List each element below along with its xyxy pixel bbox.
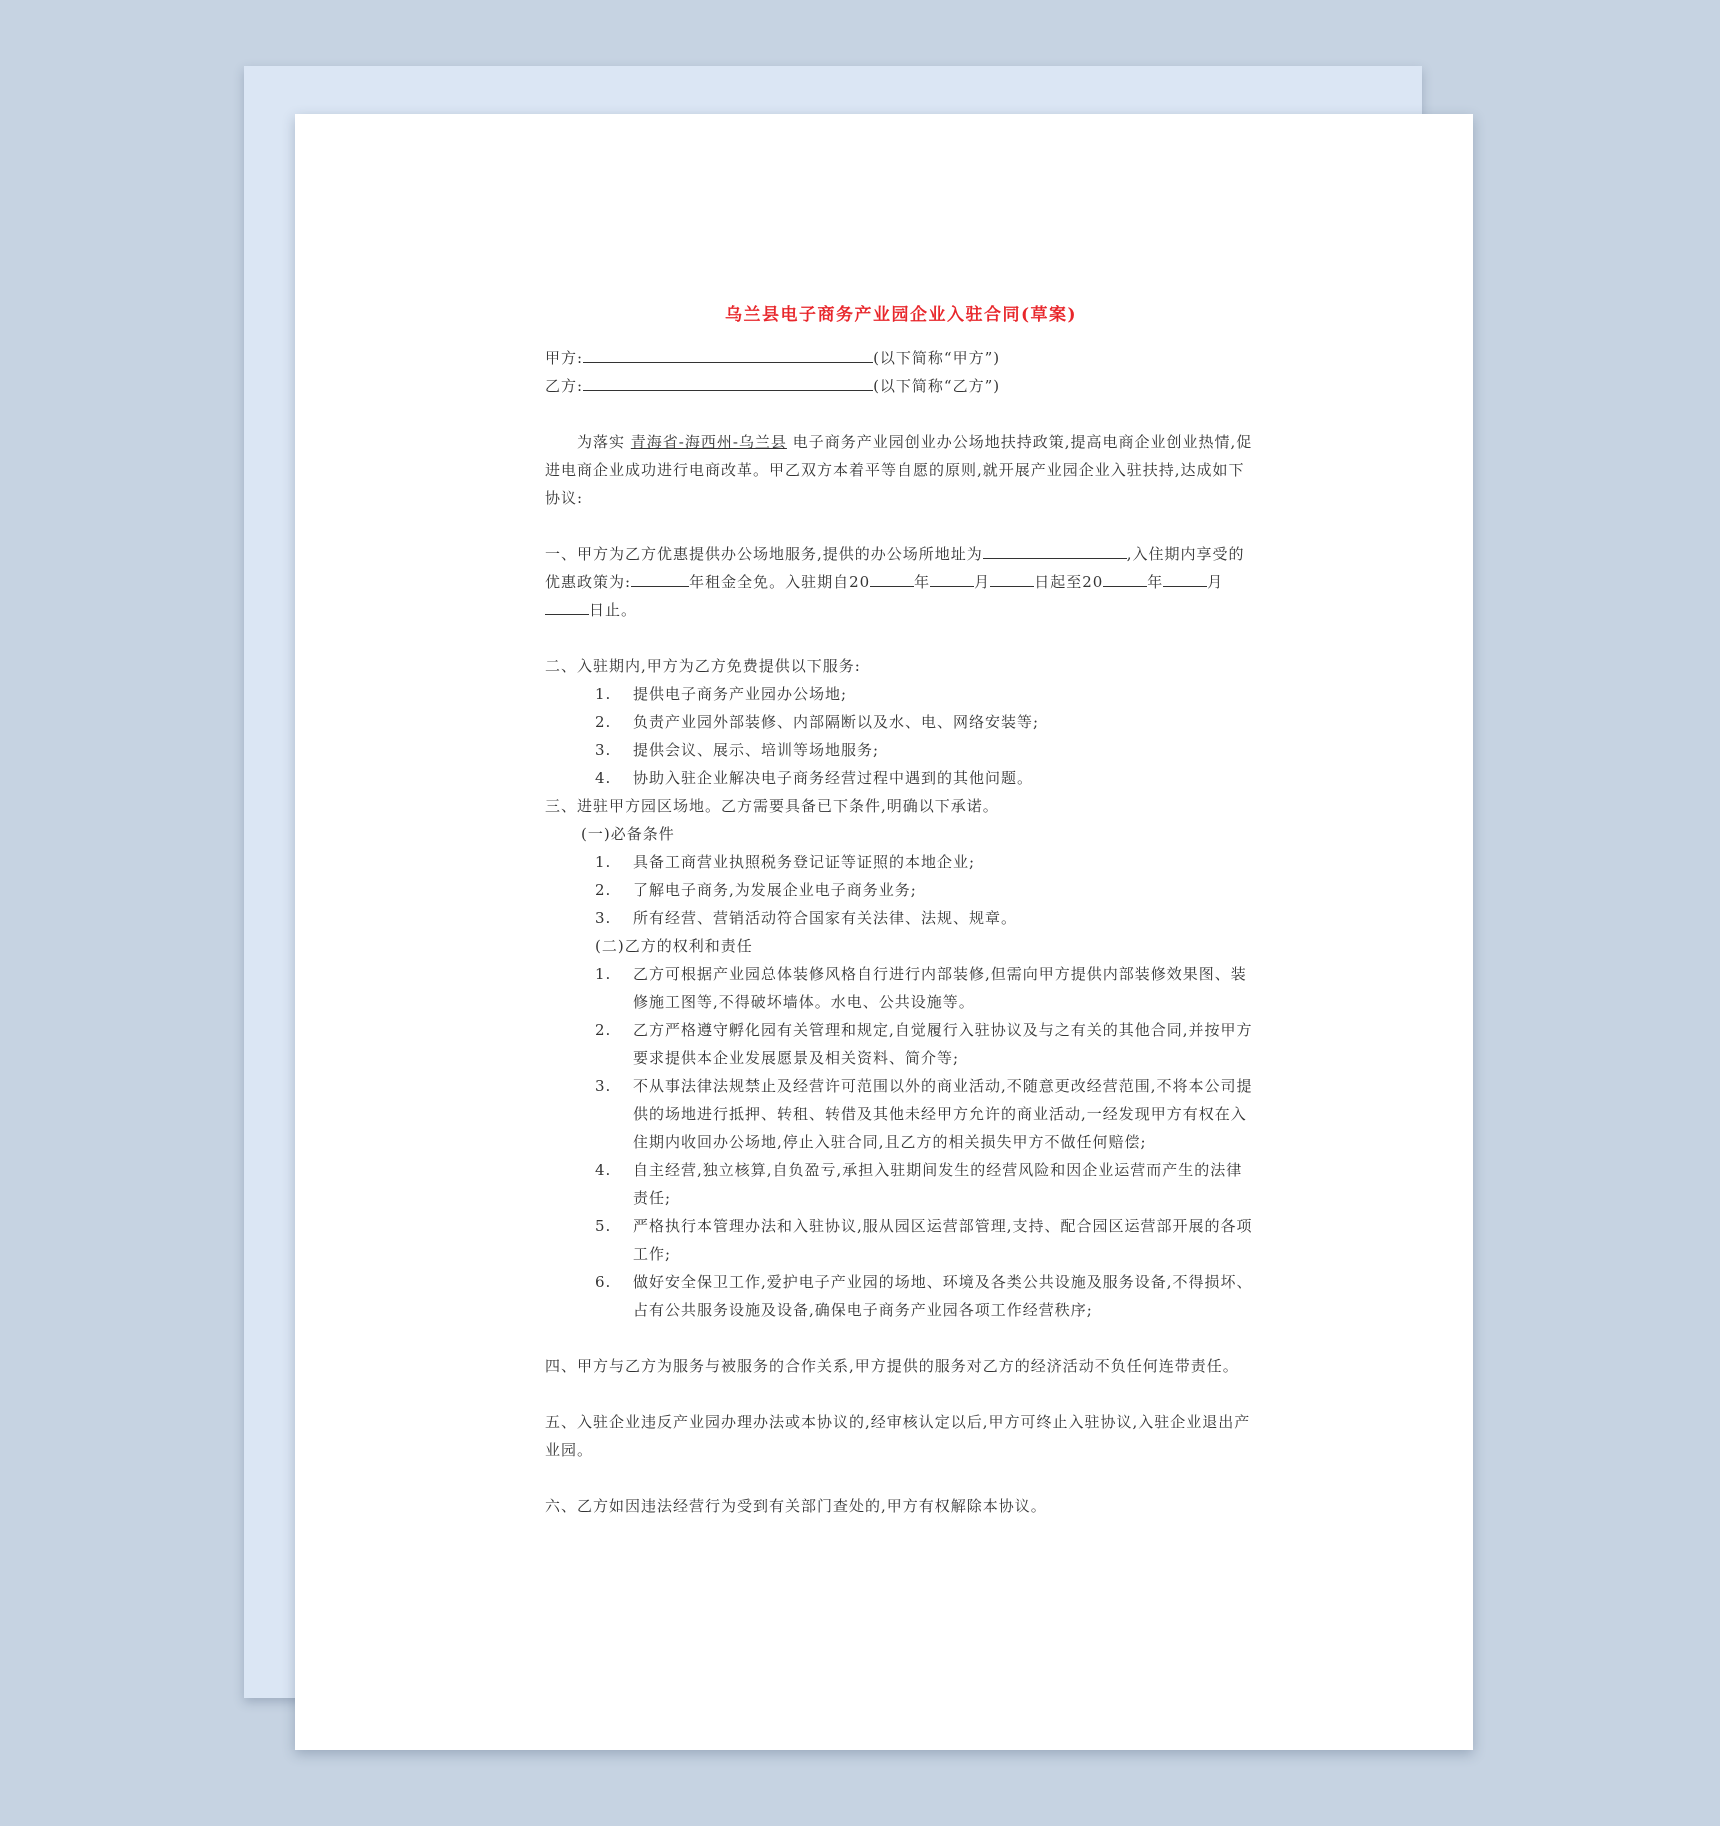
item-text: 具备工商营业执照税务登记证等证照的本地企业; <box>633 853 976 871</box>
item-text: 所有经营、营销活动符合国家有关法律、法规、规章。 <box>633 909 1018 927</box>
list-item <box>595 1212 1257 1268</box>
party-b-label: 乙方: <box>545 377 584 395</box>
clause-3-sub1-title: (一)必备条件 <box>581 825 675 843</box>
item-number: 1. <box>595 853 612 871</box>
item-text: 乙方严格遵守孵化园有关管理和规定,自觉履行入驻协议及与之有关的其他合同,并按甲方要求提供本企业发展愿景及相关资料、简介等; <box>633 1021 1253 1067</box>
start-month-blank[interactable] <box>930 570 974 587</box>
item-text: 了解电子商务,为发展企业电子商务业务; <box>633 881 917 899</box>
item-text: 乙方可根据产业园总体装修风格自行进行内部装修,但需向甲方提供内部装修效果图、装修施工图等,不得破坏墙体。水电、公共设施等。 <box>633 965 1247 1011</box>
clause-1-year2: 年 <box>1147 573 1164 591</box>
clause-2-heading: 二、入驻期内,甲方为乙方免费提供以下服务: <box>545 657 861 675</box>
list-item <box>595 1156 1257 1212</box>
spacer <box>545 400 1257 428</box>
item-number: 4. <box>595 769 612 787</box>
party-b-blank[interactable] <box>583 374 873 391</box>
list-item <box>595 876 1257 904</box>
item-number: 3. <box>595 909 612 927</box>
clause-3-sub2-list <box>545 960 1257 1324</box>
party-a-blank[interactable] <box>583 346 873 363</box>
spacer <box>545 1464 1257 1492</box>
list-item <box>595 736 1257 764</box>
item-number: 4. <box>595 1161 612 1179</box>
item-text: 做好安全保卫工作,爱护电子产业园的场地、环境及各类公共设施及服务设备,不得损坏、占有公共服务设施及设备,确保电子商务产业园各项工作经营秩序; <box>633 1273 1253 1319</box>
list-item <box>595 848 1257 876</box>
list-item <box>595 1268 1257 1324</box>
clause-1-month: 月 <box>974 573 991 591</box>
item-number: 2. <box>595 881 612 899</box>
item-text: 严格执行本管理办法和入驻协议,服从园区运营部管理,支持、配合园区运营部开展的各项工作; <box>633 1217 1253 1263</box>
intro-location: 青海省-海西州-乌兰县 <box>630 433 787 451</box>
item-number: 2. <box>595 1021 612 1039</box>
item-text: 协助入驻企业解决电子商务经营过程中遇到的其他问题。 <box>633 769 1034 787</box>
end-day-blank[interactable] <box>545 598 589 615</box>
clause-1-year: 年 <box>914 573 931 591</box>
intro-prefix: 为落实 <box>577 433 631 451</box>
spacer <box>545 512 1257 540</box>
clause-1-month2: 月 <box>1207 573 1224 591</box>
clause-1-text-a: 一、甲方为乙方优惠提供办公场地服务,提供的办公场所地址为 <box>545 545 983 563</box>
party-a-line <box>545 344 1257 372</box>
item-number: 3. <box>595 741 612 759</box>
clause-6: 六、乙方如因违法经营行为受到有关部门查处的,甲方有权解除本协议。 <box>545 1497 1047 1515</box>
item-text: 提供电子商务产业园办公场地; <box>633 685 848 703</box>
item-text: 自主经营,独立核算,自负盈亏,承担入驻期间发生的经营风险和因企业运营而产生的法律责任; <box>633 1161 1243 1207</box>
item-number: 5. <box>595 1217 612 1235</box>
start-day-blank[interactable] <box>990 570 1034 587</box>
clause-3-sub1-list <box>545 848 1257 932</box>
clause-5: 五、入驻企业违反产业园办理办法或本协议的,经审核认定以后,甲方可终止入驻协议,入驻企业退出产业园。 <box>545 1413 1251 1459</box>
party-a-label: 甲方: <box>545 349 584 367</box>
item-text: 提供会议、展示、培训等场地服务; <box>633 741 880 759</box>
intro-rest: 电子商务产业园创业办公场地扶持政策,提高电商企业创业热情,促进电商企业成功进行电商改革。甲乙双方本着平等自愿的原则,就开展产业园企业入驻扶持,达成如下协议: <box>545 433 1253 507</box>
clause-1-end: 日止。 <box>589 601 638 619</box>
clause-3-heading: 三、进驻甲方园区场地。乙方需要具备已下条件,明确以下承诺。 <box>545 797 999 815</box>
list-item <box>595 680 1257 708</box>
list-item <box>595 1072 1257 1156</box>
document-content <box>545 300 1257 1520</box>
item-number: 1. <box>595 965 612 983</box>
list-item <box>595 708 1257 736</box>
clause-1-day-from: 日起至20 <box>1034 573 1104 591</box>
item-text: 负责产业园外部装修、内部隔断以及水、电、网络安装等; <box>633 713 1040 731</box>
party-b-line <box>545 372 1257 400</box>
spacer <box>545 624 1257 652</box>
document-title: 乌兰县电子商务产业园企业入驻合同(草案) <box>724 305 1078 325</box>
party-b-suffix: (以下简称“乙方”) <box>873 377 1001 395</box>
list-item <box>595 904 1257 932</box>
spacer <box>545 1380 1257 1408</box>
document-page <box>295 114 1473 1750</box>
item-text: 不从事法律法规禁止及经营许可范围以外的商业活动,不随意更改经营范围,不将本公司提供的场地进行抵押、转租、转借及其他未经甲方允许的商业活动,一经发现甲方有权在入住期内收回办公场地,停止入驻合同,且乙方的相关损失甲方不做任何赔偿; <box>633 1077 1253 1151</box>
clause-1 <box>545 540 1257 624</box>
item-number: 2. <box>595 713 612 731</box>
years-blank[interactable] <box>631 570 689 587</box>
intro-paragraph <box>545 428 1257 512</box>
clause-2-list <box>545 680 1257 792</box>
spacer <box>545 1324 1257 1352</box>
party-a-suffix: (以下简称“甲方”) <box>873 349 1001 367</box>
item-number: 6. <box>595 1273 612 1291</box>
clause-3-sub2-title: (二)乙方的权利和责任 <box>595 937 753 955</box>
list-item <box>595 1016 1257 1072</box>
list-item <box>595 960 1257 1016</box>
end-month-blank[interactable] <box>1163 570 1207 587</box>
address-blank[interactable] <box>983 542 1127 559</box>
item-number: 1. <box>595 685 612 703</box>
clause-1-text-b: ,入住期内享受的优惠政策为: <box>545 545 1245 591</box>
end-year-blank[interactable] <box>1103 570 1147 587</box>
clause-1-text-c: 年租金全免。入驻期自20 <box>689 573 871 591</box>
start-year-blank[interactable] <box>870 570 914 587</box>
clause-4: 四、甲方与乙方为服务与被服务的合作关系,甲方提供的服务对乙方的经济活动不负任何连带责任。 <box>545 1357 1239 1375</box>
list-item <box>595 764 1257 792</box>
item-number: 3. <box>595 1077 612 1095</box>
